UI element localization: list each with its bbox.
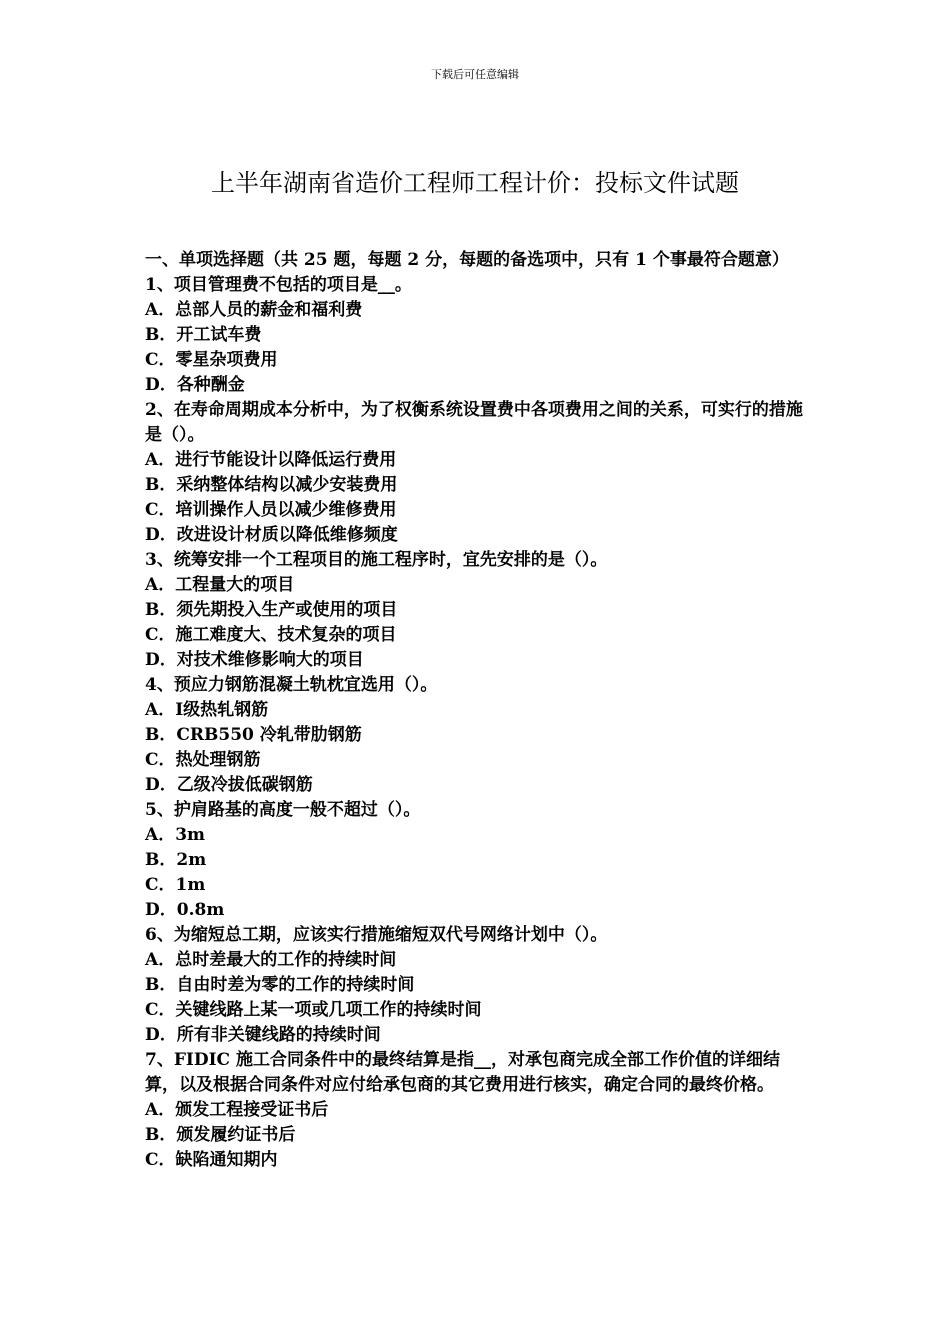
option-list	[145, 698, 810, 798]
option-a: A．进行节能设计以降低运行费用	[145, 450, 397, 470]
section-heading: 一、单项选择题（共 25 题，每题 2 分，每题的备选项中，只有 1 个事最符合题意）	[145, 250, 789, 270]
option-list	[145, 298, 810, 398]
option-list	[145, 1098, 810, 1173]
question-2	[145, 398, 810, 548]
option-list	[145, 573, 810, 673]
question-7	[145, 1048, 810, 1173]
question-1	[145, 273, 810, 398]
option-b: B．颁发履约证书后	[145, 1125, 296, 1145]
question-3	[145, 548, 810, 673]
option-a: A．工程量大的项目	[145, 575, 295, 595]
option-c: C．热处理钢筋	[145, 750, 261, 770]
option-b: B．2m	[145, 850, 207, 870]
option-list	[145, 448, 810, 548]
option-c: C．关键线路上某一项或几项工作的持续时间	[145, 1000, 482, 1020]
option-b: B．自由时差为零的工作的持续时间	[145, 975, 415, 995]
question-stem: 7、FIDIC 施工合同条件中的最终结算是指__，对承包商完成全部工作价值的详细结算，以及根据合同条件对应付给承包商的其它费用进行核实，确定合同的最终价格。	[145, 1050, 780, 1095]
question-5	[145, 798, 810, 923]
question-4	[145, 673, 810, 798]
question-stem: 2、在寿命周期成本分析中，为了权衡系统设置费中各项费用之间的关系，可实行的措施是（）。	[145, 400, 803, 445]
option-a: A．3m	[145, 825, 206, 845]
option-d: D．对技术维修影响大的项目	[145, 650, 364, 670]
option-list	[145, 823, 810, 923]
option-d: D．各种酬金	[145, 375, 245, 395]
option-d: D．改进设计材质以降低维修频度	[145, 525, 398, 545]
option-b: B．须先期投入生产或使用的项目	[145, 600, 398, 620]
question-stem: 5、护肩路基的高度一般不超过（）。	[145, 800, 421, 820]
question-stem: 6、为缩短总工期，应该实行措施缩短双代号网络计划中（）。	[145, 925, 608, 945]
question-stem: 3、统筹安排一个工程项目的施工程序时，宜先安排的是（）。	[145, 550, 608, 570]
option-c: C．零星杂项费用	[145, 350, 278, 370]
document-body	[145, 248, 810, 1173]
header-note: 下载后可任意编辑	[431, 68, 519, 81]
option-c: C．培训操作人员以减少维修费用	[145, 500, 397, 520]
option-c: C．缺陷通知期内	[145, 1150, 278, 1170]
option-a: A．Ⅰ级热轧钢筋	[145, 700, 269, 720]
option-a: A．颁发工程接受证书后	[145, 1100, 329, 1120]
option-d: D．所有非关键线路的持续时间	[145, 1025, 381, 1045]
question-6	[145, 923, 810, 1048]
option-d: D．0.8m	[145, 900, 225, 920]
document-title: 上半年湖南省造价工程师工程计价：投标文件试题	[211, 169, 739, 198]
option-b: B．CRB550 冷轧带肋钢筋	[145, 725, 362, 745]
option-c: C．施工难度大、技术复杂的项目	[145, 625, 397, 645]
option-d: D．乙级冷拔低碳钢筋	[145, 775, 313, 795]
question-stem: 4、预应力钢筋混凝土轨枕宜选用（）。	[145, 675, 438, 695]
option-a: A．总部人员的薪金和福利费	[145, 300, 363, 320]
option-c: C．1m	[145, 875, 206, 895]
option-a: A．总时差最大的工作的持续时间	[145, 950, 397, 970]
option-list	[145, 948, 810, 1048]
option-b: B．采纳整体结构以减少安装费用	[145, 475, 398, 495]
question-stem: 1、项目管理费不包括的项目是__。	[145, 275, 412, 295]
option-b: B．开工试车费	[145, 325, 262, 345]
